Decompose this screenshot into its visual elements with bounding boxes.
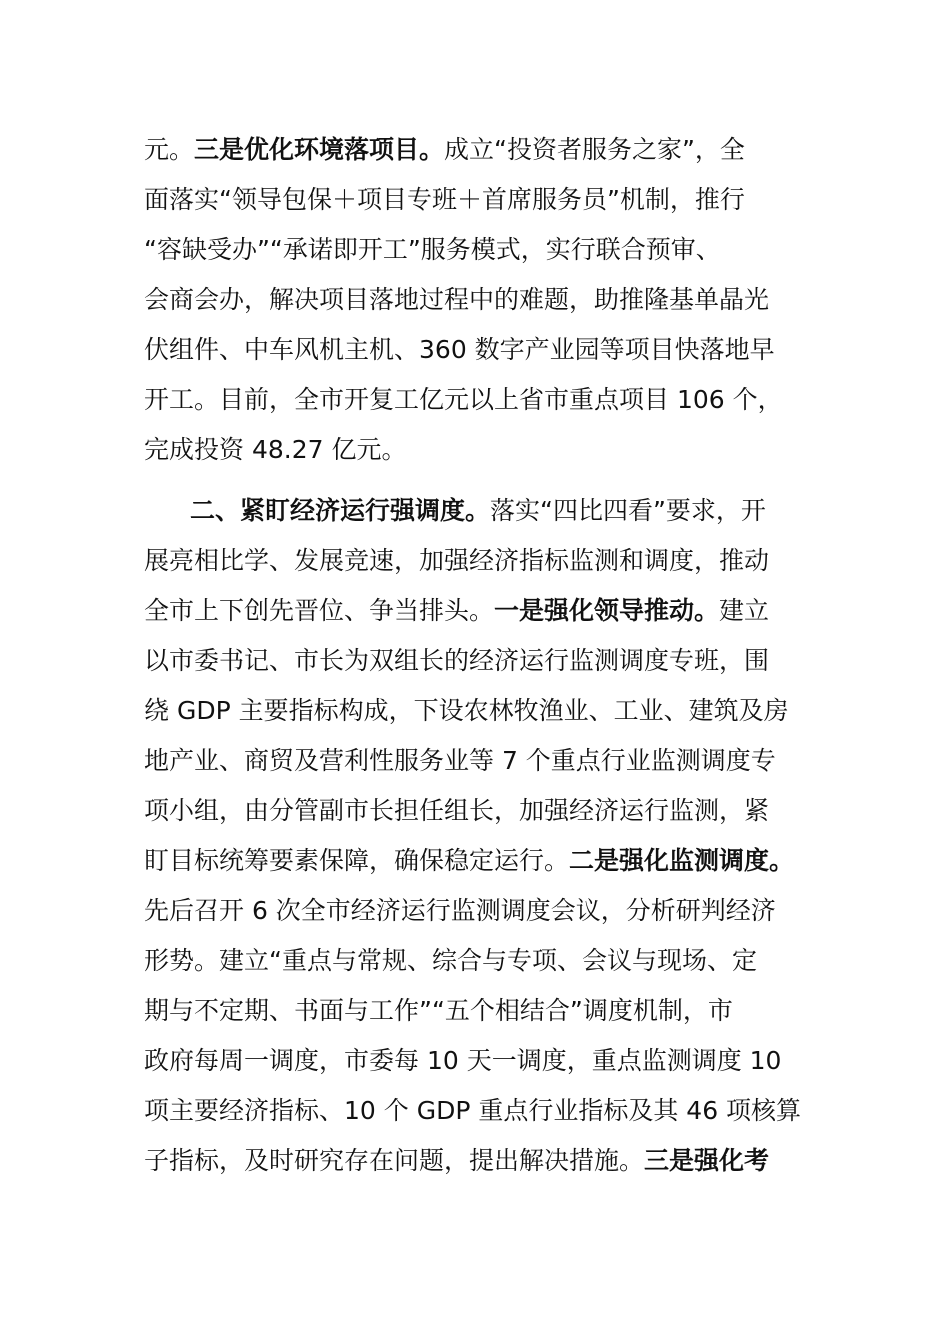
- paragraph2-line-8: [144, 844, 794, 878]
- text-run: 完成投资 48.27 亿元。: [144, 435, 407, 464]
- paragraph2-line-6: [144, 744, 776, 778]
- text-run: 形势。建立“重点与常规、综合与专项、会议与现场、定: [144, 946, 757, 975]
- paragraph1-line-3: [144, 233, 721, 267]
- bold-heading-run: 一是强化领导推动。: [494, 596, 720, 625]
- section-heading: 二、紧盯经济运行强调度。: [190, 496, 491, 525]
- paragraph1-line-4: [144, 283, 769, 317]
- paragraph1-line-1: [144, 133, 745, 167]
- paragraph1-line-7: [144, 433, 406, 467]
- text-run: 以市委书记、市长为双组长的经济运行监测调度专班，围: [144, 646, 770, 675]
- text-run: 期与不定期、书面与工作”“五个相结合”调度机制，市: [144, 996, 733, 1025]
- text-run: 盯目标统筹要素保障，确保稳定运行。: [144, 846, 570, 875]
- paragraph2-line-13: [144, 1094, 801, 1128]
- text-run: 会商会办，解决项目落地过程中的难题，助推隆基单晶光: [144, 285, 770, 314]
- text-run: 面落实“领导包保＋项目专班＋首席服务员”机制，推行: [144, 185, 745, 214]
- text-run: “容缺受办”“承诺即开工”服务模式，实行联合预审、: [144, 235, 721, 264]
- text-run: 项主要经济指标、10 个 GDP 重点行业指标及其 46 项核算: [144, 1096, 802, 1125]
- paragraph2-line-12: [144, 1044, 781, 1078]
- text-run: 落实“四比四看”要求，开: [490, 496, 766, 525]
- text-run: 伏组件、中车风机主机、360 数字产业园等项目快落地早: [144, 335, 775, 364]
- paragraph1-line-2: [144, 183, 745, 217]
- text-run: 地产业、商贸及营利性服务业等 7 个重点行业监测调度专: [144, 746, 776, 775]
- paragraph2-line-9: [144, 894, 776, 928]
- text-run: 全市上下创先晋位、争当排头。: [144, 596, 495, 625]
- text-run: 开工。目前，全市开复工亿元以上省市重点项目 106 个，: [144, 385, 783, 414]
- text-run: 元。: [144, 135, 195, 164]
- text-run: 政府每周一调度，市委每 10 天一调度，重点监测调度 10: [144, 1046, 782, 1075]
- paragraph2-line-4: [144, 644, 769, 678]
- paragraph2-line-14: [144, 1144, 769, 1178]
- paragraph2-line-11: [144, 994, 733, 1028]
- text-run: 绕 GDP 主要指标构成，下设农林牧渔业、工业、建筑及房: [144, 696, 789, 725]
- paragraph1-line-5: [144, 333, 775, 367]
- paragraph2-line-3: [144, 594, 769, 628]
- paragraph1-line-6: [144, 383, 783, 417]
- paragraph2-line-2: [144, 544, 769, 578]
- paragraph2-line-10: [144, 944, 757, 978]
- paragraph2-line-5: [144, 694, 789, 728]
- paragraph2-line-7: [144, 794, 769, 828]
- paragraph2-line-1: [190, 494, 766, 528]
- text-run: 展亮相比学、发展竞速，加强经济指标监测和调度，推动: [144, 546, 770, 575]
- text-run: 成立“投资者服务之家”，全: [444, 135, 745, 164]
- bold-heading-run: 二是强化监测调度。: [569, 846, 795, 875]
- text-run: 项小组，由分管副市长担任组长，加强经济运行监测，紧: [144, 796, 770, 825]
- bold-heading-run: 三是强化考: [644, 1146, 770, 1175]
- text-run: 子指标，及时研究存在问题，提出解决措施。: [144, 1146, 645, 1175]
- text-run: 建立: [719, 596, 770, 625]
- text-run: 先后召开 6 次全市经济运行监测调度会议，分析研判经济: [144, 896, 776, 925]
- bold-heading-run: 三是优化环境落项目。: [194, 135, 445, 164]
